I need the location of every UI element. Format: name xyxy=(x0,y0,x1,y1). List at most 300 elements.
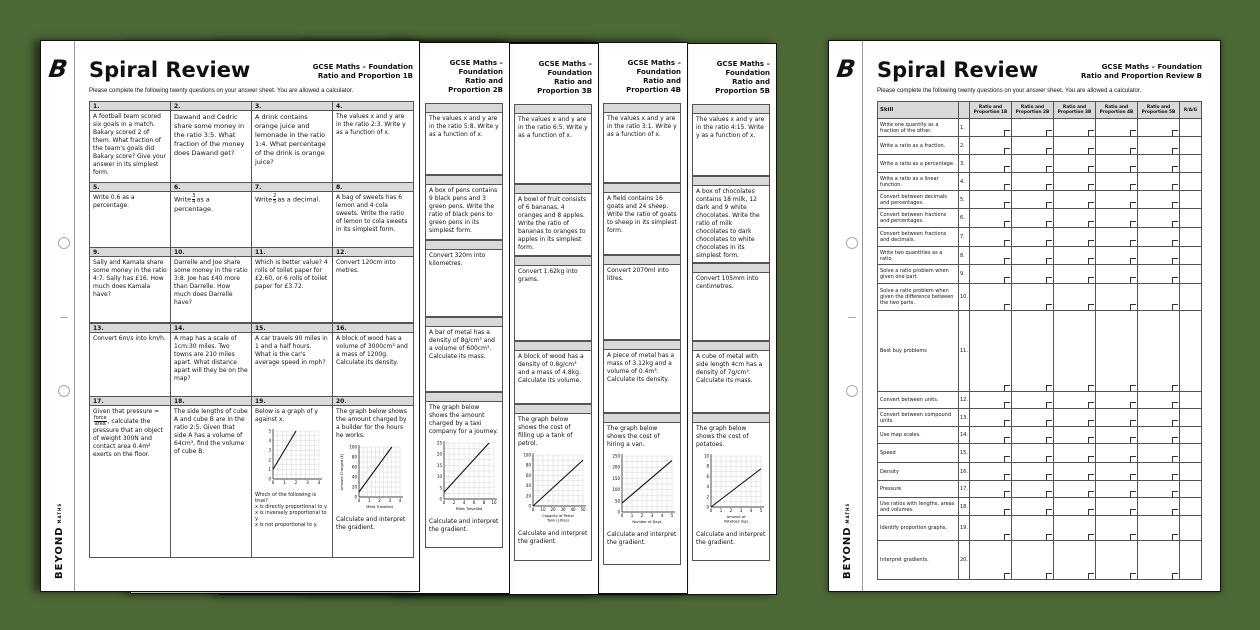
score-cell xyxy=(969,310,1012,392)
question-number-band xyxy=(692,104,770,114)
question-text: The values x and y are in the ratio 3:1. Write y as a function of x. xyxy=(607,115,677,138)
chart-wrapper xyxy=(519,451,588,528)
score-cell xyxy=(1179,283,1202,311)
question-text: A car travels 90 miles in 1 and a half hours. What is the car's average speed in mph? xyxy=(255,335,328,366)
question-number: 12. xyxy=(332,247,414,257)
x-tick-label: 0 xyxy=(271,480,275,485)
y-tick-label: 100 xyxy=(349,444,357,450)
score-cell xyxy=(1095,118,1138,137)
y-tick-label: 50 xyxy=(614,498,620,504)
score-cell xyxy=(1053,154,1096,173)
x-tick-label: 2 xyxy=(729,508,733,513)
x-tick-label: 10 xyxy=(491,500,497,505)
course-label: GCSE Maths – Foundation xyxy=(627,59,681,76)
sheet-subtitle: Ratio and Proportion 4B xyxy=(626,77,681,94)
question-number-band xyxy=(603,183,681,193)
score-cell xyxy=(1137,118,1180,137)
score-cell xyxy=(1137,264,1180,284)
x-axis-label: Miles Travelled xyxy=(455,507,483,511)
score-cell xyxy=(1011,497,1054,516)
x-tick-label: 2 xyxy=(378,498,381,503)
question-text: Convert 1.62kg into grams. xyxy=(518,268,578,283)
question-cell xyxy=(170,406,252,558)
question-text: A bowl of fruit consists of 6 bananas, 4 oranges and 8 apples. Write the ratio of bananas to oranges to apples in its simplest form. xyxy=(518,196,587,251)
brand-sub: MATHS xyxy=(56,502,62,524)
skill-cell: Write a ratio as a percentage. xyxy=(877,154,959,173)
score-cell xyxy=(1011,264,1054,284)
sheet-subtitle: Ratio and Proportion 2B xyxy=(448,77,503,94)
x-tick-label: 0 xyxy=(709,508,713,513)
punch-hole xyxy=(58,237,70,249)
mini-chart xyxy=(430,439,500,513)
score-cell xyxy=(1053,480,1096,498)
question-text: The values x and y are in the ratio 2:3. Write y as a function of x. xyxy=(336,113,406,136)
score-cell xyxy=(1011,118,1054,137)
x-tick-label: 2 xyxy=(452,500,456,505)
score-cell xyxy=(1053,515,1096,541)
fraction xyxy=(273,194,276,205)
x-tick-label: 6 xyxy=(472,500,476,505)
question-number-band xyxy=(425,175,503,185)
fraction-denominator: 5 xyxy=(273,199,277,205)
x-tick-label: 3 xyxy=(388,498,392,503)
sheet-subtitle: Ratio and Proportion 5B xyxy=(715,78,770,95)
score-cell xyxy=(1095,310,1138,392)
x-tick-label: 40 xyxy=(570,507,576,512)
score-cell xyxy=(1053,497,1096,516)
chart-wrapper xyxy=(259,427,329,490)
question-number-band xyxy=(425,317,503,327)
score-cell xyxy=(969,172,1012,191)
checkbox[interactable] xyxy=(1046,573,1052,579)
score-cell xyxy=(1011,462,1054,481)
margin-line xyxy=(74,41,75,591)
question-cell xyxy=(603,265,681,340)
score-cell xyxy=(969,264,1012,284)
question-number: 18. xyxy=(170,396,252,406)
y-axis-label: Amount Charged (£) xyxy=(340,453,344,491)
question-text-post: , calculate the pressure that an object of weight 300N and contact area 0.4m² exerts on the floor. xyxy=(93,418,163,458)
y-tick-label: 60 xyxy=(525,472,531,478)
x-tick-label: 1 xyxy=(367,498,371,503)
question-text: Which is better value? 4 rolls of toilet paper for £2.60, or 6 rolls of toilet paper for £3.72. xyxy=(255,259,328,290)
y-tick-label: 100 xyxy=(523,452,531,458)
question-number-band xyxy=(692,176,770,186)
score-cell xyxy=(1137,408,1180,427)
fraction-denominator: 4 xyxy=(192,199,196,205)
score-cell xyxy=(969,540,1012,580)
column-header: Ratio and Proportion 3B xyxy=(1053,101,1096,119)
skill-cell: Write one quantity as a fraction of the other. xyxy=(877,118,959,137)
x-tick-label: 3 xyxy=(306,480,309,485)
x-tick-label: 0 xyxy=(531,507,535,512)
question-number: 10. xyxy=(958,283,970,311)
checkbox[interactable] xyxy=(1088,573,1094,579)
score-cell xyxy=(1179,515,1202,541)
question-number: 3. xyxy=(958,154,970,173)
x-tick-label: 1 xyxy=(630,513,634,518)
course-label: GCSE Maths – Foundation xyxy=(1101,63,1202,71)
chart-wrapper xyxy=(608,452,677,529)
score-cell xyxy=(1053,462,1096,481)
score-cell xyxy=(1053,190,1096,209)
skill-cell: Speed xyxy=(877,443,959,463)
skill-cell: Solve a ratio problem when given the difference between the two parts. xyxy=(877,283,959,311)
score-cell xyxy=(1095,391,1138,409)
score-cell xyxy=(1179,497,1202,516)
skill-cell: Interpret gradients. xyxy=(877,540,959,580)
question-number-band xyxy=(603,255,681,265)
score-cell xyxy=(969,246,1012,265)
score-cell xyxy=(1011,540,1054,580)
question-number: 15. xyxy=(958,443,970,463)
y-tick-label: 2 xyxy=(268,457,271,463)
y-tick-label: 20 xyxy=(436,451,442,457)
instructions: Please complete the following twenty questions on your answer sheet. You are allowed a calculator. xyxy=(89,88,354,94)
score-cell xyxy=(969,497,1012,516)
x-axis-label: Number of Days xyxy=(632,520,662,524)
fraction-denominator: area xyxy=(94,421,106,427)
y-tick-label: 200 xyxy=(612,464,620,470)
score-cell xyxy=(969,391,1012,409)
question-cell xyxy=(692,351,770,413)
skill-cell: Write a ratio as a linear function. xyxy=(877,172,959,191)
question-text: A cube of metal with side length 4cm has a density of 7g/cm³. Calculate its mass. xyxy=(696,353,763,384)
question-text xyxy=(174,194,248,214)
score-cell xyxy=(969,480,1012,498)
question-text-post: as a decimal. xyxy=(277,195,321,204)
sheet-header xyxy=(313,63,413,81)
question-text: The values x and y are in the ratio 4:15. Write y as a function of x. xyxy=(696,116,765,139)
question-number-band xyxy=(514,341,592,351)
question-followup: Calculate and interpret the gradient. xyxy=(518,530,588,545)
question-text: The graph below shows the amount charged by a builder for the hours he works. xyxy=(336,408,407,439)
score-cell xyxy=(1053,227,1096,247)
question-cell xyxy=(425,250,503,317)
score-cell xyxy=(1137,227,1180,247)
question-number: 8. xyxy=(332,182,414,192)
question-cell xyxy=(251,333,333,397)
question-number-band xyxy=(692,341,770,351)
score-cell xyxy=(1137,310,1180,392)
instructions: Please complete the following twenty questions on your answer sheet. You are allowed a calculator. xyxy=(877,88,1142,94)
score-cell xyxy=(1137,480,1180,498)
x-axis-label-line: Potatoes (kg) xyxy=(724,519,748,524)
rag-header: R/A/G xyxy=(1179,101,1202,119)
y-tick-label: 80 xyxy=(351,454,357,460)
fold-mark xyxy=(60,317,68,318)
worksheet-1b xyxy=(40,40,420,592)
question-cell xyxy=(692,114,770,176)
score-cell xyxy=(1179,391,1202,409)
question-number: 10. xyxy=(170,247,252,257)
question-cell xyxy=(603,113,681,183)
y-tick-label: 250 xyxy=(612,453,620,459)
question-cell xyxy=(692,186,770,263)
question-number-band xyxy=(514,184,592,194)
score-cell xyxy=(1095,283,1138,311)
sheet-header xyxy=(425,59,503,95)
question-text xyxy=(93,408,167,459)
question-text: A piece of metal has a mass of 3.12kg and a volume of 0.4m³. Calculate its density. xyxy=(607,352,675,383)
skill-cell: Pressure xyxy=(877,480,959,498)
question-text: Dawand and Cedric share some money in the ratio 3:5. What fraction of the money does Dawand get? xyxy=(174,113,245,157)
question-text: The graph below shows the cost of filling up a tank of petrol. xyxy=(518,416,573,447)
skill-cell: Convert between units. xyxy=(877,391,959,409)
score-cell xyxy=(1053,443,1096,463)
question-number: 11. xyxy=(251,247,333,257)
question-number-band xyxy=(514,256,592,266)
question-number-band xyxy=(692,263,770,273)
y-tick-label: 0 xyxy=(528,503,531,509)
question-number: 13. xyxy=(89,323,171,333)
question-number: 8. xyxy=(958,246,970,265)
question-number: 9. xyxy=(89,247,171,257)
question-number: 1. xyxy=(89,101,171,111)
score-cell xyxy=(1053,408,1096,427)
question-text: A drink contains orange juice and lemonade in the ratio 1:4. What percentage of the drink is orange juice? xyxy=(255,113,326,166)
x-tick-label: 4 xyxy=(660,513,664,518)
question-text: Sally and Kamala share some money in the ratio 4:7. Sally has £16. How much does Kamala have? xyxy=(93,259,167,298)
skill-cell: Identify proportion graphs. xyxy=(877,515,959,541)
score-cell xyxy=(1011,172,1054,191)
y-tick-label: 3 xyxy=(268,447,271,453)
x-tick-label: 30 xyxy=(560,507,566,512)
question-text: The graph below shows the amount charged by a taxi company for a journey. xyxy=(429,404,498,435)
score-cell xyxy=(1179,246,1202,265)
question-cell xyxy=(425,327,503,392)
score-cell xyxy=(1011,426,1054,444)
score-cell xyxy=(1095,408,1138,427)
score-cell xyxy=(1179,118,1202,137)
question-text: A football team scored six goals in a match. Bakary scored 2 of them. What fraction of the team's goals did Bakary score? Give your answer in its simplest form. xyxy=(93,113,166,176)
x-axis-label-line: Capacity of Petrol xyxy=(542,514,574,518)
chart-wrapper xyxy=(430,439,499,516)
question-text: A bag of sweets has 6 lemon and 4 cola sweets. Write the ratio of lemon to cola sweets in its simplest form. xyxy=(336,194,408,233)
score-cell xyxy=(1011,246,1054,265)
brand-sub: MATHS xyxy=(844,502,850,524)
question-text: Convert 320m into kilometres. xyxy=(429,252,486,267)
x-tick-label: 0 xyxy=(620,513,624,518)
question-text: Convert 2070ml into litres. xyxy=(607,267,669,282)
score-cell xyxy=(1095,462,1138,481)
question-number: 5. xyxy=(89,182,171,192)
x-tick-label: 2 xyxy=(294,480,298,485)
question-cell xyxy=(425,185,503,240)
question-followup: Calculate and interpret the gradient. xyxy=(336,516,406,531)
x-tick-label: 10 xyxy=(540,507,546,512)
score-cell xyxy=(969,408,1012,427)
score-cell xyxy=(1137,190,1180,209)
score-cell xyxy=(969,283,1012,311)
checkbox[interactable] xyxy=(1172,573,1178,579)
score-cell xyxy=(1179,310,1202,392)
question-cell xyxy=(251,257,333,323)
question-cell xyxy=(251,406,333,558)
score-cell xyxy=(1095,154,1138,173)
question-followup: Which of the following is true? xyxy=(255,492,317,504)
checkbox[interactable] xyxy=(1130,573,1136,579)
skill-cell: Convert between compound units. xyxy=(877,408,959,427)
x-tick-label: 1 xyxy=(719,508,723,513)
question-number: 6. xyxy=(170,182,252,192)
question-cell xyxy=(170,333,252,397)
question-text: A bar of metal has a density of 8g/cm³ and a volume of 600cm³. Calculate its mass. xyxy=(429,329,495,360)
question-number: 15. xyxy=(251,323,333,333)
y-tick-label: 0 xyxy=(268,476,271,482)
x-tick-label: 3 xyxy=(739,508,743,513)
y-tick-label: 6 xyxy=(706,473,709,479)
score-cell xyxy=(1095,136,1138,155)
chart-wrapper xyxy=(697,452,766,529)
question-text: A field contains 16 goats and 24 sheep. Write the ratio of goats to sheep in its simplest form. xyxy=(607,195,677,234)
question-cell xyxy=(332,192,414,248)
x-tick-label: 8 xyxy=(482,500,486,505)
fraction xyxy=(94,416,107,427)
question-number: 19. xyxy=(251,396,333,406)
answer-option: x is directly proportional to y. xyxy=(255,504,328,510)
brand-name: BEYOND xyxy=(842,526,853,579)
question-cell xyxy=(89,406,171,558)
brand-logo xyxy=(842,503,853,579)
mini-chart xyxy=(259,427,325,487)
score-cell xyxy=(1053,426,1096,444)
score-cell xyxy=(969,426,1012,444)
punch-hole xyxy=(846,237,858,249)
question-text: A map has a scale of 1cm:30 miles. Two towns are 210 miles apart. What distance apart will they be on the map? xyxy=(174,335,248,382)
answer-option: x is inversely proportional to y. xyxy=(255,510,327,522)
score-cell xyxy=(1137,136,1180,155)
y-tick-label: 15 xyxy=(436,462,442,468)
question-text: The graph below shows the cost of hiring a van. xyxy=(607,425,660,448)
question-text: A block of wood has a volume of 3000cm³ and a mass of 1200g. Calculate its density. xyxy=(336,335,408,366)
fraction xyxy=(192,194,195,205)
question-cell xyxy=(603,350,681,413)
question-number: 14. xyxy=(958,426,970,444)
score-cell xyxy=(1053,172,1096,191)
score-cell xyxy=(1011,283,1054,311)
skill-cell: Solve a ratio problem when given one part. xyxy=(877,264,959,284)
y-tick-label: 8 xyxy=(706,463,709,469)
margin-line xyxy=(862,41,863,591)
score-cell xyxy=(1011,408,1054,427)
score-cell xyxy=(1095,227,1138,247)
question-number-band xyxy=(692,413,770,423)
question-cell xyxy=(89,192,171,248)
question-number-band xyxy=(603,413,681,423)
question-cell xyxy=(251,192,333,248)
checkbox[interactable] xyxy=(1004,573,1010,579)
score-cell xyxy=(1179,190,1202,209)
score-cell xyxy=(969,443,1012,463)
score-cell xyxy=(1179,443,1202,463)
y-tick-label: 5 xyxy=(439,485,442,491)
course-label: GCSE Maths – Foundation xyxy=(449,59,503,76)
brand-name: BEYOND xyxy=(54,526,65,579)
y-tick-label: 25 xyxy=(436,440,442,446)
question-text: Convert 6m/s into km/h. xyxy=(93,335,166,342)
question-cell xyxy=(170,192,252,248)
y-tick-label: 4 xyxy=(706,484,709,490)
question-number: 19. xyxy=(958,515,970,541)
question-number: 4. xyxy=(332,101,414,111)
score-cell xyxy=(1095,426,1138,444)
question-number-band xyxy=(425,103,503,113)
question-number: 14. xyxy=(170,323,252,333)
x-tick-label: 3 xyxy=(650,513,654,518)
question-text: Convert 120cm into metres. xyxy=(336,259,396,274)
question-text: A box of pens contains 9 black pens and 3 green pens. Write the ratio of black pens to green pens in its simplest form. xyxy=(429,187,498,234)
question-text-post: as a percentage. xyxy=(174,195,214,213)
review-sheet xyxy=(828,40,1221,592)
question-text: Darrelle and Joe share some money in the ratio 3:8. Joe has £40 more than Darrelle. How much does Darrelle have? xyxy=(174,259,248,306)
question-cell xyxy=(514,351,592,404)
score-cell xyxy=(1179,172,1202,191)
y-tick-label: 20 xyxy=(351,484,357,490)
question-number: 5. xyxy=(958,190,970,209)
score-cell xyxy=(1179,480,1202,498)
score-cell xyxy=(1095,497,1138,516)
mini-chart xyxy=(608,452,678,526)
question-number: 16. xyxy=(332,323,414,333)
question-number: 12. xyxy=(958,391,970,409)
x-tick-label: 4 xyxy=(462,500,466,505)
course-label: GCSE Maths – Foundation xyxy=(716,60,770,77)
score-cell xyxy=(1095,246,1138,265)
column-header: Ratio and Proportion 2B xyxy=(1011,101,1054,119)
question-cell xyxy=(603,423,681,565)
question-text xyxy=(255,194,329,205)
question-number: 4. xyxy=(958,172,970,191)
score-cell xyxy=(1137,540,1180,580)
score-cell xyxy=(1053,283,1096,311)
mini-chart xyxy=(340,443,406,511)
score-cell xyxy=(1137,426,1180,444)
x-tick-label: 4 xyxy=(317,480,321,485)
x-tick-label: 2 xyxy=(640,513,644,518)
score-cell xyxy=(1137,172,1180,191)
question-cell xyxy=(603,193,681,255)
question-cell xyxy=(425,113,503,175)
question-cell xyxy=(692,273,770,341)
score-cell xyxy=(1053,391,1096,409)
score-cell xyxy=(1095,208,1138,228)
score-cell xyxy=(1095,443,1138,463)
question-cell xyxy=(332,257,414,323)
x-tick-label: 4 xyxy=(398,498,402,503)
y-tick-label: 1 xyxy=(268,466,271,472)
question-text-pre: Given that pressure = xyxy=(93,408,160,415)
skill-header: Skill xyxy=(877,101,959,119)
question-cell xyxy=(170,111,252,183)
question-cell xyxy=(89,333,171,397)
question-text: A block of wood has a density of 0.8g/cm³ and a mass of 4.8kg. Calculate its volume. xyxy=(518,353,584,384)
score-cell xyxy=(1137,497,1180,516)
column-header: Ratio and Proportion 1B xyxy=(969,101,1012,119)
x-tick-label: 0 xyxy=(357,498,361,503)
sheet-subtitle: Ratio and Proportion Review B xyxy=(1081,72,1202,80)
y-tick-label: 100 xyxy=(612,487,620,493)
score-cell xyxy=(1053,136,1096,155)
x-tick-label: 0 xyxy=(442,500,446,505)
score-cell xyxy=(1053,310,1096,392)
chart-wrapper xyxy=(340,443,410,514)
score-cell xyxy=(1011,208,1054,228)
fold-mark xyxy=(848,317,856,318)
question-cell xyxy=(332,333,414,397)
fraction-numerator: force xyxy=(94,415,107,421)
question-text-pre: Write xyxy=(174,195,192,204)
